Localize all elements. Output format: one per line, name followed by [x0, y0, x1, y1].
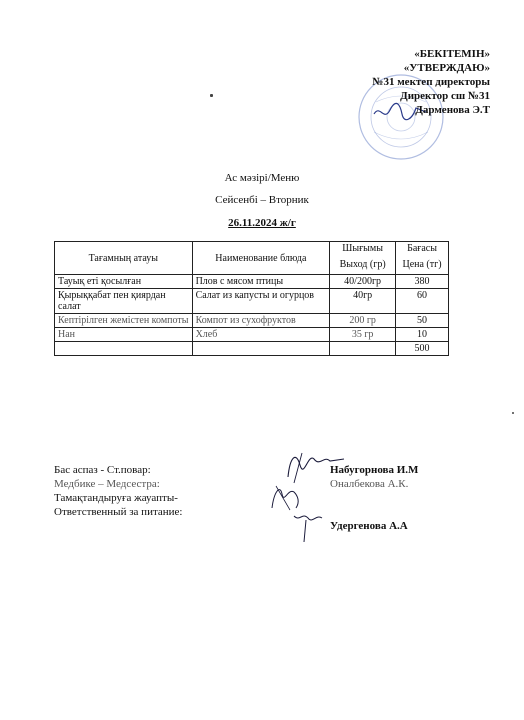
dish-name-kz: Тауық еті қосылған [55, 275, 193, 289]
dish-output: 40гр [330, 289, 396, 314]
table-row [55, 289, 449, 314]
responsible-role-ru: Ответственный за питание: [54, 506, 183, 518]
total-empty-cell [192, 342, 330, 356]
total-empty-cell [330, 342, 396, 356]
col-header-output-ru: Выход (гр) [330, 258, 396, 275]
nurse-name: Оналбекова А.К. [330, 478, 409, 490]
approval-director-ru: Директор сш №31 [400, 90, 490, 102]
table-row [55, 314, 449, 328]
col-header-price-ru: Цена (тг) [396, 258, 449, 275]
col-header-name-kz: Тағамның атауы [55, 242, 193, 275]
table-header-row [55, 242, 449, 259]
total-price: 500 [396, 342, 449, 356]
dish-output: 40/200гр [330, 275, 396, 289]
menu-title: Ас мәзірі/Меню [224, 172, 300, 184]
approval-line-kz: «БЕКІТЕМІН» [414, 48, 490, 60]
total-empty-cell [55, 342, 193, 356]
dish-price: 60 [396, 289, 449, 314]
table-total-row [55, 342, 449, 356]
chef-name: Набугорнова И.М [330, 464, 419, 476]
col-header-name-ru: Наименование блюда [192, 242, 330, 275]
col-header-price-kz: Бағасы [396, 242, 449, 259]
dish-price: 50 [396, 314, 449, 328]
dish-price: 10 [396, 328, 449, 342]
dish-name-ru: Плов с мясом птицы [192, 275, 330, 289]
approval-director-kz: №31 мектеп директоры [372, 76, 490, 88]
table-row [55, 275, 449, 289]
dish-output: 200 гр [330, 314, 396, 328]
scan-speck [512, 412, 514, 414]
dish-name-ru: Хлеб [192, 328, 330, 342]
dish-name-kz: Нан [55, 328, 193, 342]
dish-name-kz: Қырыққабат пен қиярдан салат [55, 289, 193, 314]
table-row [55, 328, 449, 342]
approval-line-ru: «УТВЕРЖДАЮ» [403, 62, 490, 74]
responsible-name: Удергенова А.А [330, 520, 408, 532]
scan-speck [210, 94, 213, 97]
menu-table [54, 241, 449, 356]
dish-price: 380 [396, 275, 449, 289]
menu-date: 26.11.2024 ж/г [228, 217, 296, 229]
staff-roles [54, 463, 183, 519]
dish-name-kz: Кептірілген жемістен компоты [55, 314, 193, 328]
chef-role: Бас аспаз - Ст.повар: [54, 464, 151, 476]
dish-name-ru: Салат из капусты и огурцов [192, 289, 330, 314]
responsible-signature [290, 508, 330, 544]
menu-day: Сейсенбі – Вторник [215, 194, 309, 206]
col-header-output-kz: Шығымы [330, 242, 396, 259]
nurse-role: Медбике – Медсестра: [54, 478, 160, 490]
approval-director-name: Дарменова Э.Т [415, 104, 490, 116]
dish-name-ru: Компот из сухофруктов [192, 314, 330, 328]
approval-block [372, 47, 490, 117]
dish-output: 35 гр [330, 328, 396, 342]
responsible-role-kz: Тамақтандыруға жауапты- [54, 492, 178, 504]
